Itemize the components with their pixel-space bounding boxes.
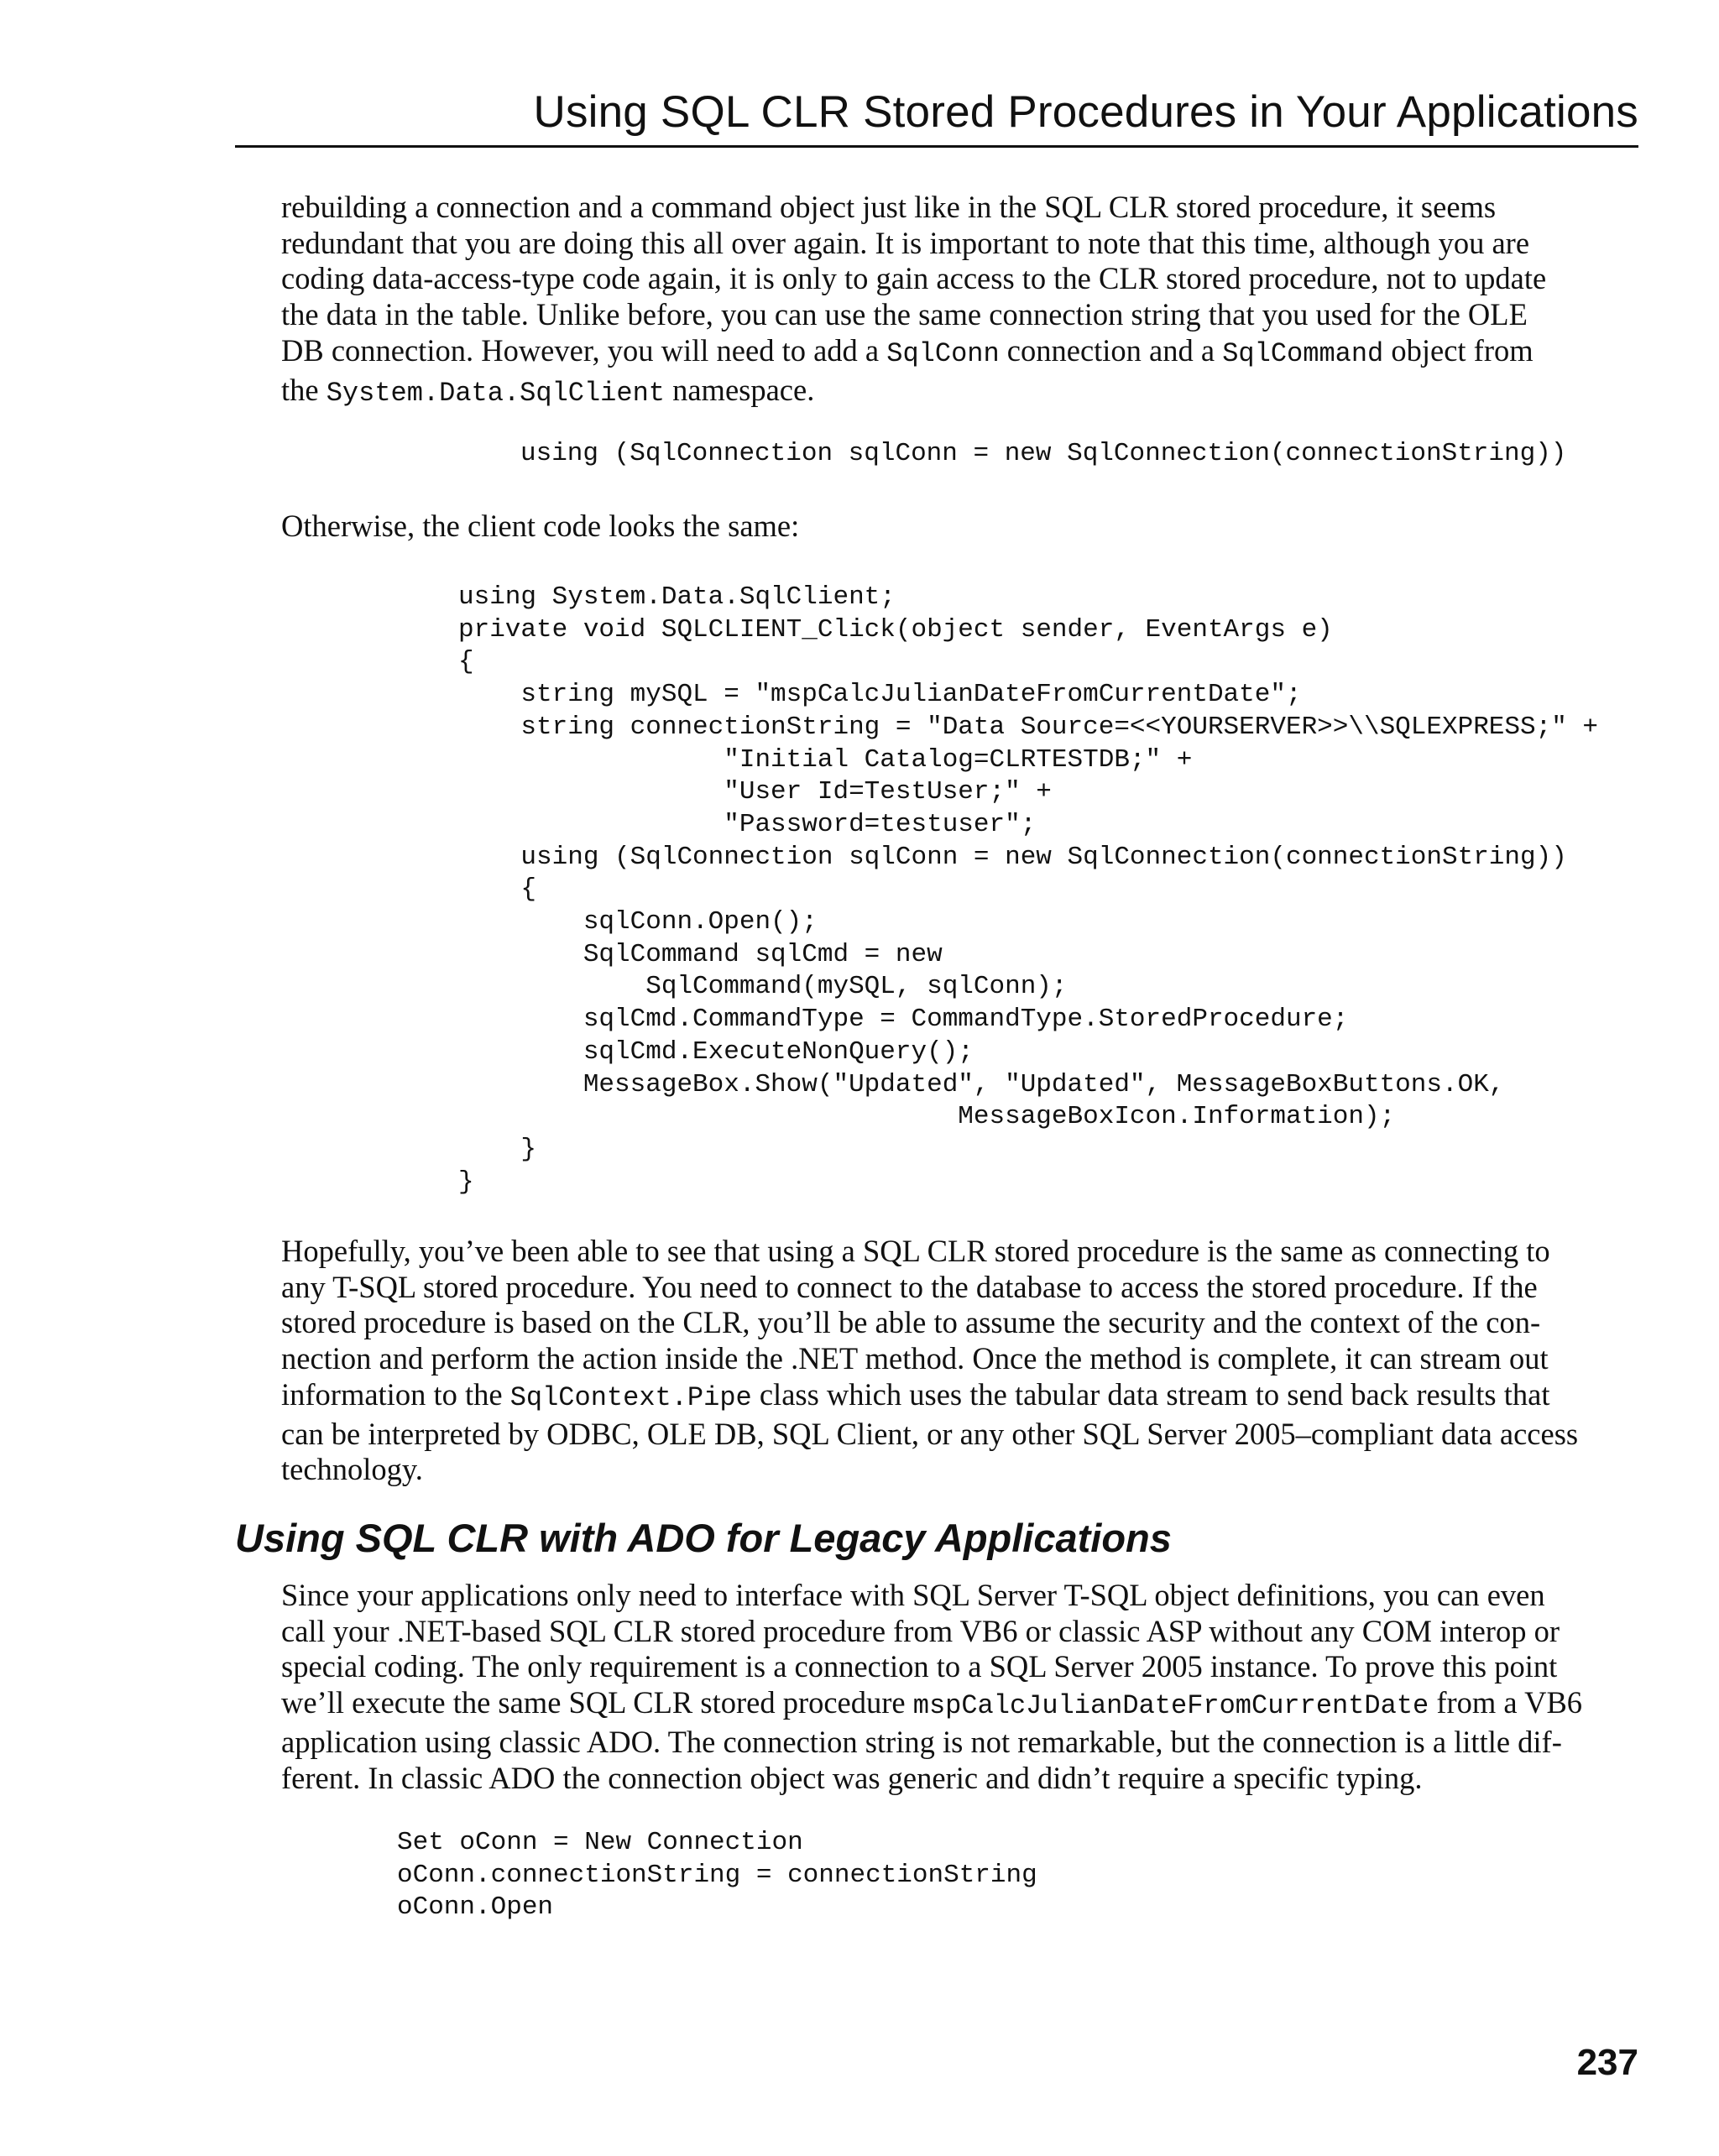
code-snippet-using-connection: using (SqlConnection sqlConn = new SqlConnection(connectionString)): [520, 439, 1567, 468]
paragraph-line: stored procedure is based on the CLR, you’ll be able to assume the security and the context of the con-: [281, 1305, 1541, 1340]
paragraph-line: redundant that you are doing this all over again. It is important to note that this time, although you are: [281, 225, 1530, 260]
paragraph-line: special coding. The only requirement is a connection to a SQL Server 2005 instance. To prove this point: [281, 1649, 1558, 1684]
paragraph-text: namespace.: [664, 372, 815, 407]
inline-code-namespace: System.Data.SqlClient: [326, 377, 665, 409]
paragraph-text: object from: [1383, 332, 1534, 368]
body-paragraph-2: Otherwise, the client code looks the same:: [281, 509, 800, 543]
inline-code-sqlcontext-pipe: SqlContext.Pipe: [509, 1381, 752, 1413]
paragraph-line: application using classic ADO. The connection string is not remarkable, but the connection is a little dif-: [281, 1724, 1562, 1759]
section-heading: Using SQL CLR with ADO for Legacy Applications: [235, 1516, 1172, 1560]
body-paragraph-4: [281, 1578, 1624, 1796]
paragraph-text: information to the: [281, 1376, 510, 1412]
paragraph-line: ferent. In classic ADO the connection object was generic and didn’t require a specific typing.: [281, 1760, 1423, 1795]
paragraph-text: class which uses the tabular data stream to send back results that: [751, 1376, 1550, 1412]
code-block-sqlclient-click: using System.Data.SqlClient; private void SQLCLIENT_Click(object sender, EventArgs e) { string mySQL = "mspCalcJulianDateFromCurrentDate"; string connectionString = "Data Source=<<YOURSERVER>>\\SQLEXPRESS;" + "Initial Catalog=CLRTESTDB;" + "User Id=TestUser;" + "Password=testuser"; using (SqlConnection sqlConn = new SqlConnection(connectionString)) { sqlConn.Open(); SqlCommand sqlCmd = new SqlCommand(mySQL, sqlConn); sqlCmd.CommandType = CommandType.StoredProcedure; sqlCmd.ExecuteNonQuery(); MessageBox.Show("Updated", "Updated", MessageBoxButtons.OK, MessageBoxIcon.Information); } }: [458, 582, 1599, 1197]
paragraph-line: Since your applications only need to interface with SQL Server T-SQL object definitions, you can even: [281, 1578, 1545, 1612]
paragraph-line: coding data-access-type code again, it is only to gain access to the CLR stored procedure, not to update: [281, 261, 1547, 296]
code-block-ado-connection: Set oConn = New Connection oConn.connectionString = connectionString oConn.Open: [397, 1828, 1037, 1923]
paragraph-text: connection and a: [999, 332, 1223, 368]
paragraph-line: rebuilding a connection and a command object just like in the SQL CLR stored procedure, it seems: [281, 190, 1497, 224]
paragraph-text: we’ll execute the same SQL CLR stored procedure: [281, 1685, 913, 1720]
paragraph-line: can be interpreted by ODBC, OLE DB, SQL Client, or any other SQL Server 2005–compliant data access: [281, 1416, 1579, 1451]
body-paragraph-1: [281, 190, 1624, 411]
paragraph-text: the: [281, 372, 327, 407]
inline-code-procedure-name: mspCalcJulianDateFromCurrentDate: [912, 1690, 1429, 1722]
paragraph-line: the data in the table. Unlike before, you can use the same connection string that you used for the OLE: [281, 297, 1528, 332]
inline-code-sqlconn: SqlConn: [886, 337, 1000, 369]
paragraph-text: DB connection. However, you will need to add a: [281, 332, 887, 368]
paragraph-line: Hopefully, you’ve been able to see that using a SQL CLR stored procedure is the same as connecting to: [281, 1234, 1550, 1268]
paragraph-line: call your .NET-based SQL CLR stored procedure from VB6 or classic ASP without any COM interop or: [281, 1613, 1560, 1648]
body-paragraph-3: [281, 1234, 1624, 1488]
paragraph-line: technology.: [281, 1452, 423, 1487]
paragraph-text: from a VB6: [1429, 1685, 1583, 1720]
paragraph-line: any T-SQL stored procedure. You need to connect to the database to access the stored procedure. If the: [281, 1269, 1538, 1304]
running-head: Using SQL CLR Stored Procedures in Your Applications: [235, 80, 1638, 148]
inline-code-sqlcommand: SqlCommand: [1222, 337, 1384, 369]
page-number: 237: [1576, 2042, 1638, 2083]
paragraph-line: nection and perform the action inside the .NET method. Once the method is complete, it can stream out: [281, 1341, 1549, 1376]
